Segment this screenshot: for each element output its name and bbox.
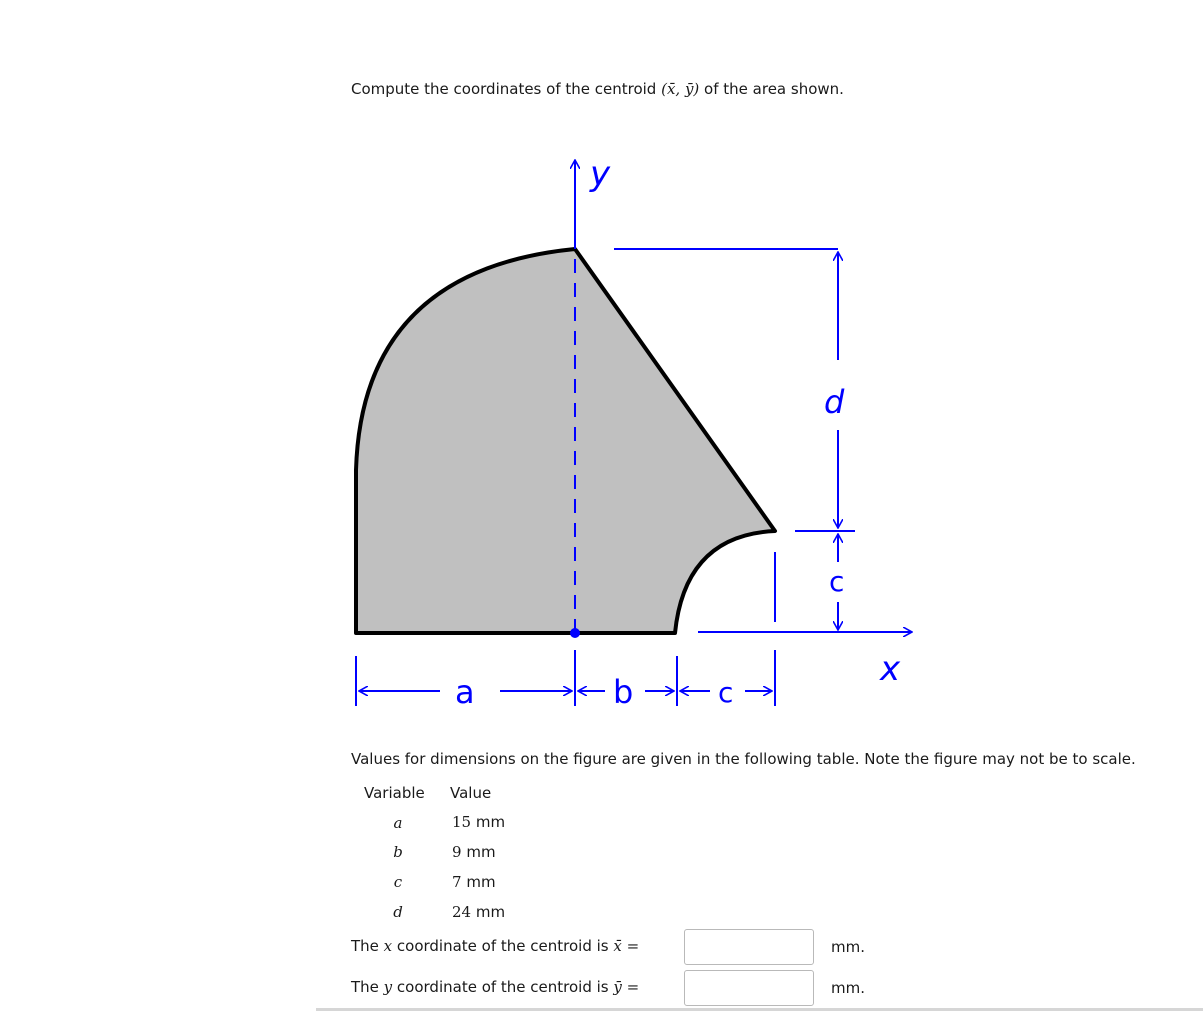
- centroid-y-input[interactable]: [684, 970, 814, 1006]
- table-variable-c: c: [393, 873, 403, 891]
- table-header-value: Value: [450, 784, 492, 802]
- prompt-text-after: of the area shown.: [699, 80, 844, 98]
- table-variable-b: b: [393, 843, 403, 861]
- y-axis-label: y: [590, 154, 611, 194]
- prompt-centroid-symbol: (x̄, ȳ): [661, 80, 700, 98]
- answer-y-symbol: ȳ =: [613, 978, 640, 996]
- answer-x-coord: x: [383, 937, 393, 955]
- table-value-number: 24: [452, 903, 472, 921]
- table-value-d: [452, 903, 505, 921]
- answer-x-label-after: coordinate of the centroid is: [392, 937, 614, 955]
- table-value-unit: mm: [466, 873, 496, 891]
- bottom-divider: [316, 1008, 1203, 1011]
- answer-x-symbol: x̄ =: [613, 937, 640, 955]
- table-value-unit: mm: [475, 813, 506, 831]
- c-horizontal-label: c: [718, 676, 734, 709]
- centroid-x-input[interactable]: [684, 929, 814, 965]
- table-value-number: 7: [452, 873, 462, 891]
- table-value-a: [452, 813, 505, 831]
- answer-y-label-after: coordinate of the centroid is: [392, 978, 614, 996]
- answer-y-label-before: The: [351, 978, 384, 996]
- answer-y-label: [351, 978, 639, 996]
- answer-y-unit: mm.: [831, 979, 865, 997]
- x-axis-label: x: [880, 649, 901, 689]
- table-value-b: [452, 843, 496, 861]
- table-value-number: 15: [452, 813, 472, 831]
- answer-x-label-before: The: [351, 937, 384, 955]
- table-value-unit: mm: [466, 843, 496, 861]
- table-value-number: 9: [452, 843, 462, 861]
- table-variable-d: d: [393, 903, 403, 921]
- dimension-note: Values for dimensions on the figure are given in the following table. Note the figure may not be to scale.: [351, 750, 1136, 768]
- b-dimension-label: b: [613, 673, 634, 711]
- shaded-area: [356, 249, 775, 633]
- table-value-unit: mm: [475, 903, 506, 921]
- a-dimension-label: a: [455, 673, 475, 711]
- table-value-c: [452, 873, 496, 891]
- prompt-text-before: Compute the coordinates of the centroid: [351, 80, 662, 98]
- c-vertical-label: c: [829, 565, 845, 598]
- answer-x-unit: mm.: [831, 938, 865, 956]
- origin-point: [570, 628, 580, 638]
- answer-y-coord: y: [383, 978, 393, 996]
- answer-x-label: [351, 937, 639, 955]
- table-header-variable: Variable: [364, 784, 425, 802]
- d-dimension-label: d: [824, 383, 845, 421]
- table-variable-a: a: [393, 814, 403, 832]
